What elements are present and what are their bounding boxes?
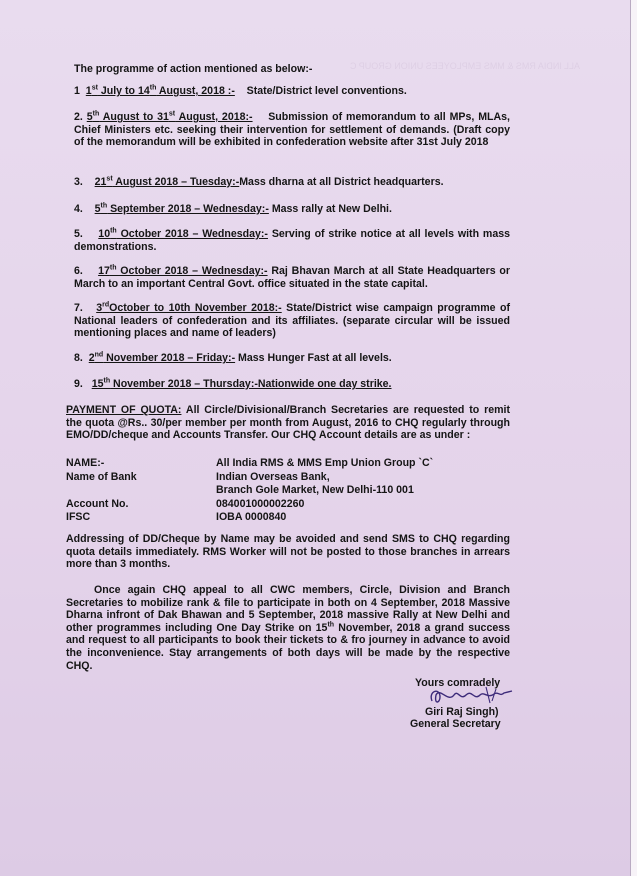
signatory-title: General Secretary [410, 718, 501, 730]
account-row-ifsc: IFSC IOBA 0000840 [66, 511, 287, 524]
intro-text: The programme of action mentioned as below:- [74, 63, 313, 75]
programme-item-4: 4. 5th September 2018 – Wednesday:- Mass rally at New Delhi. [74, 202, 392, 215]
programme-item-8: 8. 2nd November 2018 – Friday:- Mass Hunger Fast at all levels. [74, 351, 392, 364]
programme-item-2: 2. 5th August to 31st August, 2018:- Submission of memorandum to all MPs, MLAs, Chief Ministers etc. seeking their intervention for settlement of demands. (Draft copy of the memorandum will be exhibited in confederation website after 31st July 2018 [74, 110, 510, 149]
signatory-name: Giri Raj Singh) [425, 706, 499, 718]
programme-item-6: 6. 17th October 2018 – Wednesday:- Raj Bhavan March at all State Headquarters or March to an important Central Govt. office situated in the state capital. [74, 264, 510, 290]
account-row-branch: Branch Gole Market, New Delhi-110 001 [216, 484, 414, 497]
programme-item-7: 7. 3rdOctober to 10th November 2018:- State/District wise campaign programme of National leaders of confederation and its affiliates. (separate circular will be issued mentioning places and name of leaders) [74, 301, 510, 340]
page-edge [630, 0, 637, 876]
account-row-name: NAME:- All India RMS & MMS Emp Union Group `C` [66, 457, 434, 469]
appeal-paragraph: Once again CHQ appeal to all CWC members, Circle, Division and Branch Secretaries to mobilize rank & file to participate in both on 4 September, 2018 Massive Dharna infront of Dak Bhawan and 5 September, 2018 massive Rally at New Delhi and other programmes including One Day Strike on 15th November, 2018 a grand success and request to all participants to book their tickets to & fro journey in advance to avoid the inconvenience. Stay arrangements of both days will be made by the respective CHQ. [66, 584, 511, 672]
programme-item-5: 5. 10th October 2018 – Wednesday:- Serving of strike notice at all levels with mass demonstrations. [74, 227, 510, 253]
account-row-bank: Name of Bank Indian Overseas Bank, [66, 470, 330, 483]
programme-item-9: 9. 15th November 2018 – Thursday:-Nationwide one day strike. [74, 377, 392, 390]
quota-heading: PAYMENT OF QUOTA: [66, 404, 182, 416]
bleed-through: ALL INDIA RMS & MMS EMPLOYEES UNION GROUP C [349, 61, 580, 71]
programme-item-3: 3. 21st August 2018 – Tuesday:-Mass dharna at all District headquarters. [74, 175, 444, 188]
account-row-number: Account No. 084001000002260 [66, 497, 305, 510]
programme-item-1: 1 1st July to 14th August, 2018 :- State/District level conventions. [74, 84, 407, 97]
dd-cheque-paragraph: Addressing of DD/Cheque by Name may be avoided and send SMS to CHQ regarding quota details immediately. RMS Worker will not be posted to those branches in arrears more than 3 months. [66, 533, 510, 571]
closing-text: Yours comradely [415, 677, 501, 689]
quota-paragraph: PAYMENT OF QUOTA: All Circle/Divisional/Branch Secretaries are requested to remit the quota @Rs.. 30/per member per month from August, 2016 to CHQ regularly through EMO/DD/cheque and Accounts Transfer. Our CHQ Account details are as under : [66, 404, 510, 442]
account-details [66, 457, 506, 525]
